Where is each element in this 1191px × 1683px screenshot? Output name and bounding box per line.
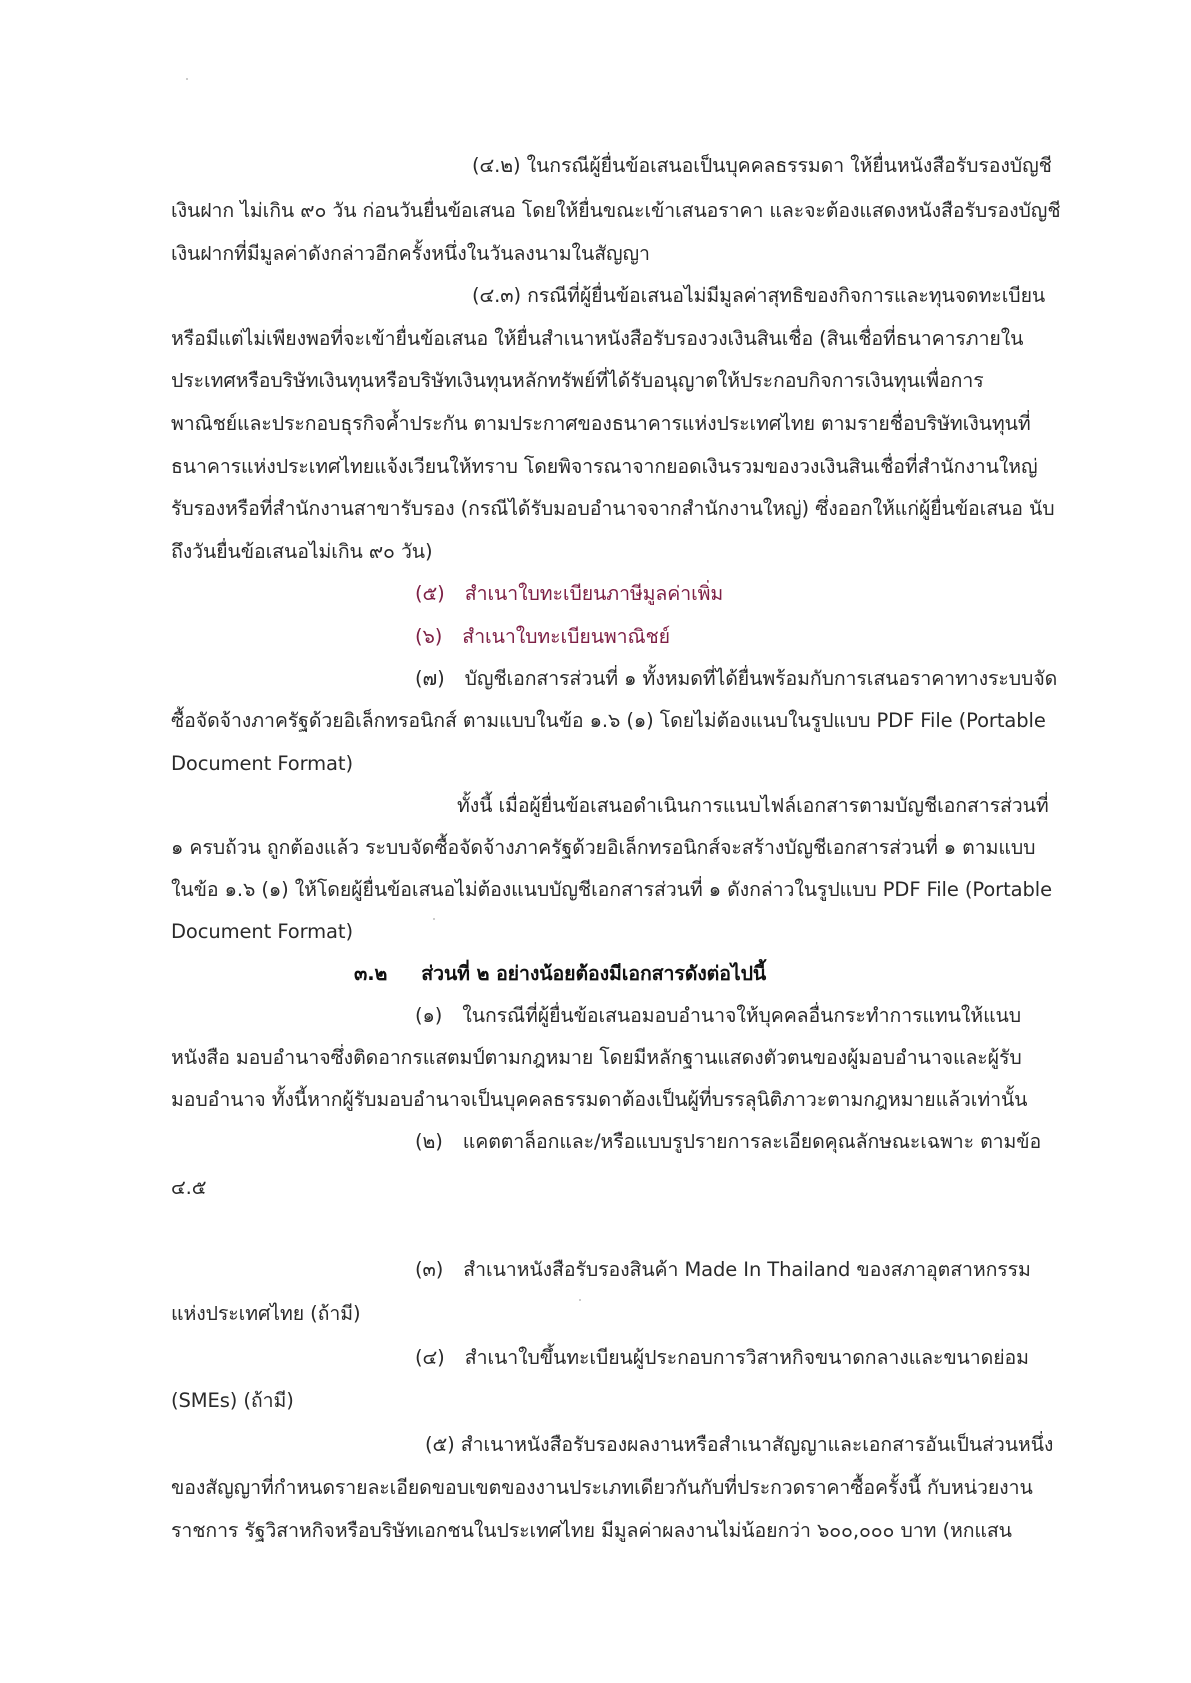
part2-item-2-line-2: ๔.๕: [171, 1176, 207, 1199]
part2-item-2-text: แคตตาล็อกและ/หรือแบบรูปรายการละเอียดคุณลักษณะเฉพาะ ตามข้อ: [462, 1130, 1042, 1153]
part2-item-1: [415, 1002, 1021, 1030]
item-7: [415, 665, 1057, 693]
item-5-text: สำเนาใบทะเบียนภาษีมูลค่าเพิ่ม: [464, 582, 724, 605]
section-3-2-number: ๓.๒: [354, 962, 388, 985]
item-6: [415, 623, 670, 651]
part2-item-5-line-3: ราชการ รัฐวิสาหกิจหรือบริษัทเอกชนในประเทศไทย มีมูลค่าผลงานไม่น้อยกว่า ๖๐๐,๐๐๐ บาท (หกแสน: [171, 1519, 1012, 1542]
item-7-number: (๗): [415, 667, 445, 690]
part2-item-4: [415, 1344, 1029, 1372]
scan-speck: [579, 1299, 581, 1301]
section-3-2-heading: [354, 960, 766, 988]
scan-speck: [433, 918, 435, 920]
part2-item-5-line-2: ของสัญญาที่กำหนดรายละเอียดขอบเขตของงานประเภทเดียวกันกับที่ประกวดราคาซื้อครั้งนี้ กับหน่วยงาน: [171, 1476, 1033, 1499]
scan-speck: [186, 78, 188, 80]
item-7-line-2: ซื้อจัดจ้างภาครัฐด้วยอิเล็กทรอนิกส์ ตามแบบในข้อ ๑.๖ (๑) โดยไม่ต้องแนบในรูปแบบ PDF File (Portable: [171, 709, 1046, 732]
part2-item-1-line-2: หนังสือ มอบอำนาจซึ่งติดอากรแสตมป์ตามกฎหมาย โดยมีหลักฐานแสดงตัวตนของผู้มอบอำนาจและผู้รับ: [171, 1046, 1022, 1069]
section-4-3-line-4: พาณิชย์และประกอบธุรกิจค้ำประกัน ตามประกาศของธนาคารแห่งประเทศไทย ตามรายชื่อบริษัทเงินทุนที่: [171, 412, 1031, 435]
section-4-2-line-2: เงินฝาก ไม่เกิน ๙๐ วัน ก่อนวันยื่นข้อเสนอ โดยให้ยื่นขณะเข้าเสนอราคา และจะต้องแสดงหนังสือรับรองบัญชี: [171, 199, 1061, 222]
part2-item-1-text: ในกรณีที่ผู้ยื่นข้อเสนอมอบอำนาจให้บุคคลอื่นกระทำการแทนให้แนบ: [462, 1004, 1022, 1027]
section-4-3-line-7: ถึงวันยื่นข้อเสนอไม่เกิน ๙๐ วัน): [171, 540, 433, 563]
section-4-3-line-5: ธนาคารแห่งประเทศไทยแจ้งเวียนให้ทราบ โดยพิจารณาจากยอดเงินรวมของวงเงินสินเชื่อที่สำนักงานใหญ่: [171, 455, 1038, 478]
note-line-1: ทั้งนี้ เมื่อผู้ยื่นข้อเสนอดำเนินการแนบไฟล์เอกสารตามบัญชีเอกสารส่วนที่: [457, 794, 1049, 817]
item-7-line-3: Document Format): [171, 752, 353, 775]
part2-item-1-number: (๑): [415, 1004, 443, 1027]
part2-item-3-number: (๓): [415, 1258, 444, 1281]
part2-item-2: [415, 1128, 1041, 1156]
section-3-2-title: ส่วนที่ ๒ อย่างน้อยต้องมีเอกสารดังต่อไปนี้: [421, 962, 767, 985]
note-line-3: ในข้อ ๑.๖ (๑) ให้โดยผู้ยื่นข้อเสนอไม่ต้องแนบบัญชีเอกสารส่วนที่ ๑ ดังกล่าวในรูปแบบ PDF File (Portable: [171, 878, 1052, 901]
item-6-text: สำเนาใบทะเบียนพาณิชย์: [462, 625, 670, 648]
section-4-3-line-6: รับรองหรือที่สำนักงานสาขารับรอง (กรณีได้รับมอบอำนาจจากสำนักงานใหญ่) ซึ่งออกให้แก่ผู้ยื่นข้อเสนอ นับ: [171, 497, 1055, 520]
part2-item-3-text: สำเนาหนังสือรับรองสินค้า Made In Thailand ของสภาอุตสาหกรรม: [463, 1258, 1031, 1281]
note-line-2: ๑ ครบถ้วน ถูกต้องแล้ว ระบบจัดซื้อจัดจ้างภาครัฐด้วยอิเล็กทรอนิกส์จะสร้างบัญชีเอกสารส่วนที่ ๑ ตามแบบ: [171, 836, 1036, 859]
item-7-text: บัญชีเอกสารส่วนที่ ๑ ทั้งหมดที่ได้ยื่นพร้อมกับการเสนอราคาทางระบบจัด: [464, 667, 1058, 690]
part2-item-2-number: (๒): [415, 1130, 443, 1153]
section-4-3-line-1: (๔.๓) กรณีที่ผู้ยื่นข้อเสนอไม่มีมูลค่าสุทธิของกิจการและทุนจดทะเบียน: [472, 284, 1046, 307]
item-5-number: (๕): [415, 582, 445, 605]
part2-item-4-text: สำเนาใบขึ้นทะเบียนผู้ประกอบการวิสาหกิจขนาดกลางและขนาดย่อม: [464, 1346, 1029, 1369]
section-4-2-line-1: (๔.๒) ในกรณีผู้ยื่นข้อเสนอเป็นบุคคลธรรมดา ให้ยื่นหนังสือรับรองบัญชี: [472, 154, 1052, 177]
part2-item-1-line-3: มอบอำนาจ ทั้งนี้หากผู้รับมอบอำนาจเป็นบุคคลธรรมดาต้องเป็นผู้ที่บรรลุนิติภาวะตามกฎหมายแล้วเท่านั้น: [171, 1088, 1028, 1111]
part2-item-3: [415, 1256, 1031, 1284]
part2-item-3-line-2: แห่งประเทศไทย (ถ้ามี): [171, 1302, 361, 1325]
item-6-number: (๖): [415, 625, 443, 648]
part2-item-5-line-1: (๕) สำเนาหนังสือรับรองผลงานหรือสำเนาสัญญาและเอกสารอันเป็นส่วนหนึ่ง: [425, 1433, 1054, 1456]
section-4-2-line-3: เงินฝากที่มีมูลค่าดังกล่าวอีกครั้งหนึ่งในวันลงนามในสัญญา: [171, 242, 650, 265]
section-4-3-line-2: หรือมีแต่ไม่เพียงพอที่จะเข้ายื่นข้อเสนอ ให้ยื่นสำเนาหนังสือรับรองวงเงินสินเชื่อ (สินเชื่อที่ธนาคารภายใน: [171, 327, 1024, 350]
item-5: [415, 580, 723, 608]
part2-item-4-number: (๔): [415, 1346, 445, 1369]
part2-item-4-line-2: (SMEs) (ถ้ามี): [171, 1389, 294, 1412]
note-line-4: Document Format): [171, 920, 353, 943]
section-4-3-line-3: ประเทศหรือบริษัทเงินทุนหรือบริษัทเงินทุนหลักทรัพย์ที่ได้รับอนุญาตให้ประกอบกิจการเงินทุนเพื่อการ: [171, 369, 984, 392]
